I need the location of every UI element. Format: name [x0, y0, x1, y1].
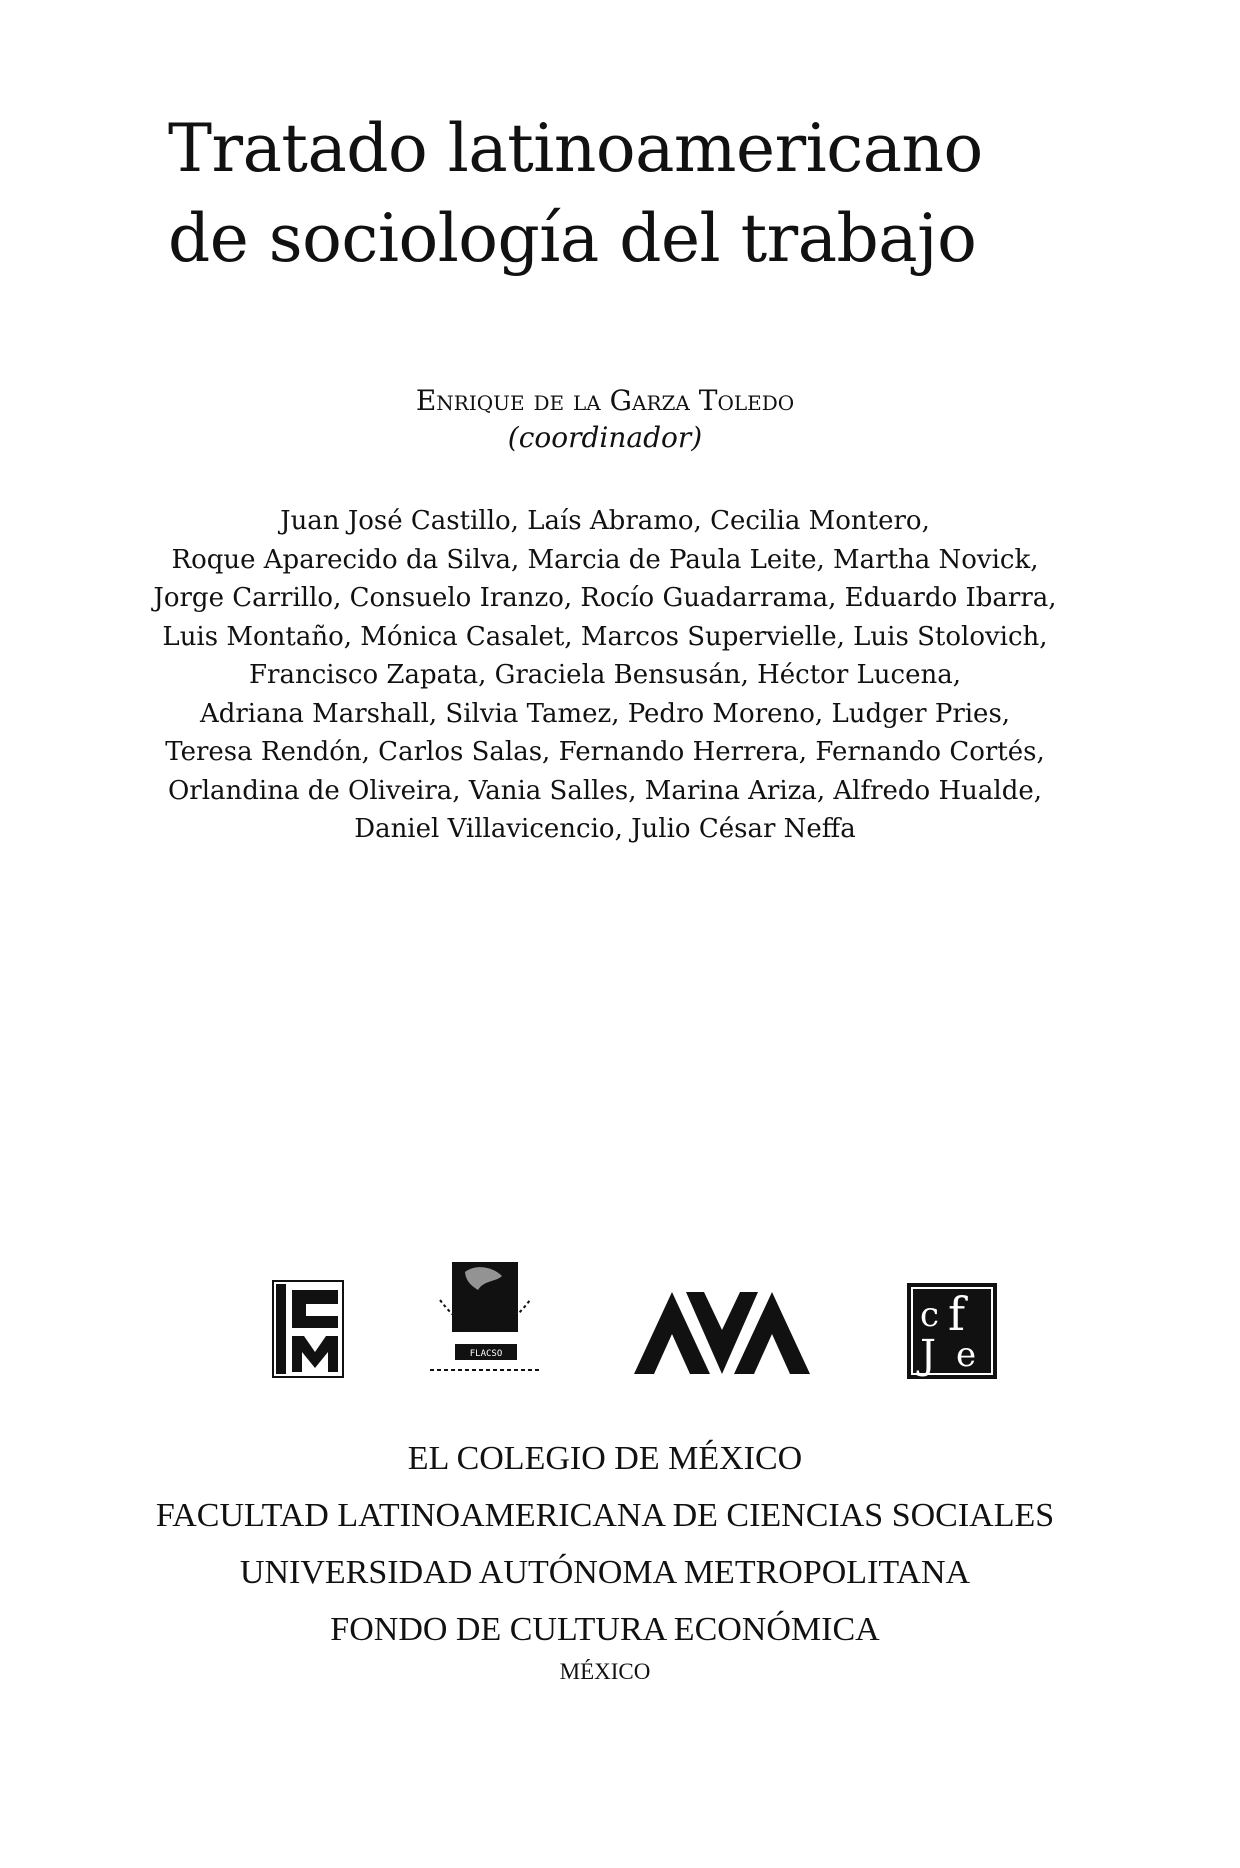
contributors-list	[0, 502, 1210, 849]
book-title-line-1: Tratado latinoamericano	[168, 110, 983, 187]
publication-place: MÉXICO	[559, 1659, 651, 1684]
publisher-name: FONDO DE CULTURA ECONÓMICA	[330, 1611, 880, 1648]
contributors-line: Juan José Castillo, Laís Abramo, Cecilia Montero,	[280, 506, 930, 536]
publisher-name: FACULTAD LATINOAMERICANA DE CIENCIAS SOCIALES	[155, 1497, 1055, 1534]
publisher-logos	[0, 1240, 1240, 1380]
contributors-line: Daniel Villavicencio, Julio César Neffa	[354, 814, 856, 844]
contributors-line: Adriana Marshall, Silvia Tamez, Pedro Moreno, Ludger Pries,	[199, 698, 1011, 729]
fce-logo-icon	[906, 1282, 998, 1380]
book-title-line-2: de sociología del trabajo	[168, 200, 977, 277]
flacso-seal-icon	[410, 1260, 560, 1380]
contributors-line: Jorge Carrillo, Consuelo Iranzo, Rocío Guadarrama, Eduardo Ibarra,	[153, 583, 1057, 613]
contributors-line: Orlandina de Oliveira, Vania Salles, Marina Ariza, Alfredo Hualde,	[167, 775, 1043, 806]
book-title	[168, 104, 1128, 284]
uam-logo-icon	[632, 1290, 812, 1376]
colmex-logo-icon	[272, 1280, 344, 1378]
publishers-list	[0, 1430, 1210, 1686]
editor-name: Enrique de la Garza Toledo	[415, 384, 795, 417]
editor-role: (coordinador)	[507, 421, 703, 454]
svg-text:c: c	[920, 1295, 940, 1335]
svg-text:J: J	[920, 1332, 937, 1378]
contributors-line: Luis Montaño, Mónica Casalet, Marcos Supervielle, Luis Stolovich,	[162, 621, 1048, 652]
contributors-line: Francisco Zapata, Graciela Bensusán, Héctor Lucena,	[249, 660, 961, 690]
contributors-line: Teresa Rendón, Carlos Salas, Fernando Herrera, Fernando Cortés,	[165, 737, 1045, 767]
contributors-line: Roque Aparecido da Silva, Marcia de Paula Leite, Martha Novick,	[171, 544, 1039, 575]
publisher-name: EL COLEGIO DE MÉXICO	[407, 1440, 803, 1477]
publisher-name: UNIVERSIDAD AUTÓNOMA METROPOLITANA	[239, 1554, 971, 1591]
svg-text:f: f	[948, 1287, 966, 1341]
svg-text:e: e	[956, 1335, 977, 1375]
editor-block	[0, 382, 1210, 456]
svg-text:FLACSO: FLACSO	[469, 1349, 503, 1359]
